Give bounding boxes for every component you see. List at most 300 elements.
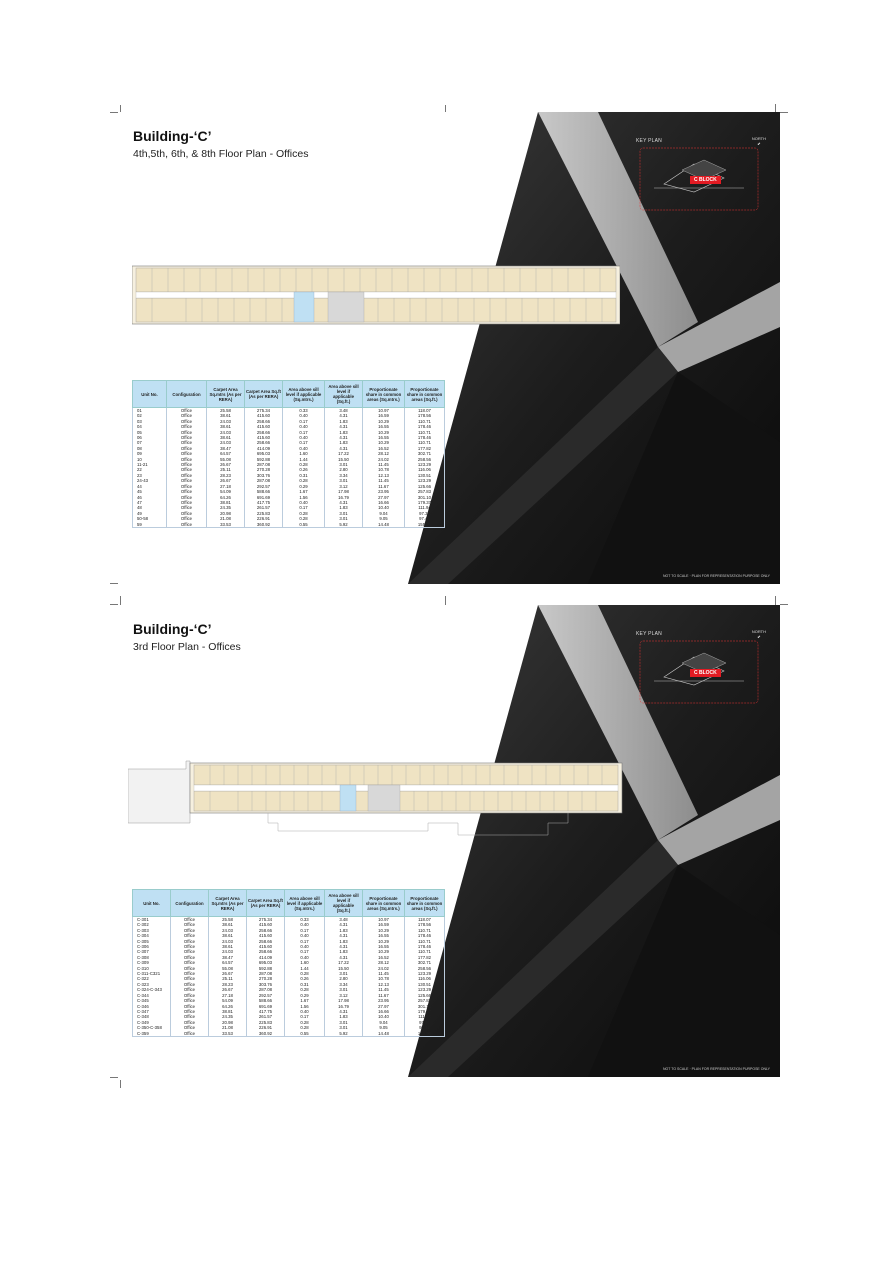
table-cell: 125.66 xyxy=(405,993,445,998)
table-cell: 10.29 xyxy=(363,939,405,944)
table-cell: 257.83 xyxy=(405,489,445,494)
table-cell: 0.31 xyxy=(283,473,325,478)
table-cell: 0.17 xyxy=(285,949,325,954)
table-cell: 415.60 xyxy=(245,413,283,418)
table-cell: 0.28 xyxy=(283,516,325,521)
table-cell: 0.28 xyxy=(285,1020,325,1025)
table-cell: Office xyxy=(171,1009,209,1014)
column-header: Configuration xyxy=(167,381,207,408)
table-cell: 0.17 xyxy=(283,440,325,445)
table-cell: 97.36 xyxy=(405,511,445,516)
unit-number-cell: 05 xyxy=(133,430,167,435)
key-plan xyxy=(624,623,772,711)
table-cell: 11.67 xyxy=(363,484,405,489)
table-cell: Office xyxy=(167,457,207,462)
area-table xyxy=(132,380,445,528)
table-cell: 27.18 xyxy=(207,484,245,489)
table-cell: Office xyxy=(167,495,207,500)
table-cell: 0.17 xyxy=(285,1014,325,1019)
table-cell: 179.37 xyxy=(405,1009,445,1014)
table-cell: 3.01 xyxy=(325,462,363,467)
table-cell: 16.55 xyxy=(363,944,405,949)
table-cell: 177.82 xyxy=(405,955,445,960)
table-cell: 26.67 xyxy=(209,971,247,976)
table-cell: 9.04 xyxy=(363,511,405,516)
column-header: Area above sill level if applicable (Sq.mtrs.) xyxy=(285,890,325,917)
table-cell: 10.78 xyxy=(363,467,405,472)
table-cell: 414.09 xyxy=(247,955,285,960)
table-cell: 0.28 xyxy=(283,462,325,467)
table-cell: 24.03 xyxy=(207,430,245,435)
table-cell: 10.78 xyxy=(363,976,405,981)
table-cell: 4.31 xyxy=(325,435,363,440)
table-cell: 130.51 xyxy=(405,982,445,987)
table-cell: 0.40 xyxy=(283,446,325,451)
table-cell: Office xyxy=(171,971,209,976)
table-cell: 9.05 xyxy=(363,1025,405,1030)
unit-number-cell: C-349 xyxy=(133,1020,171,1025)
column-header: Carpet Area Sq.mtrs (As per RERA) xyxy=(207,381,245,408)
table-cell: Office xyxy=(171,939,209,944)
table-cell: 178.56 xyxy=(405,413,445,418)
table-cell: 1.67 xyxy=(285,998,325,1003)
table-cell: 16.55 xyxy=(363,424,405,429)
table-cell: 10.29 xyxy=(363,419,405,424)
table-cell: Office xyxy=(167,419,207,424)
table-cell: Office xyxy=(171,949,209,954)
unit-number-cell: C-350-C-358 xyxy=(133,1025,171,1030)
table-cell: 24.35 xyxy=(209,1014,247,1019)
unit-number-cell: C-310 xyxy=(133,966,171,971)
table-cell: 25.11 xyxy=(209,976,247,981)
unit-number-cell: 03 xyxy=(133,419,167,424)
table-cell: 25.58 xyxy=(209,917,247,923)
table-cell: 10.29 xyxy=(363,430,405,435)
table-cell: 0.17 xyxy=(283,430,325,435)
table-body xyxy=(133,408,445,528)
table-cell: 38.47 xyxy=(209,955,247,960)
unit-number-cell: C-324-C-343 xyxy=(133,987,171,992)
table-cell: 3.01 xyxy=(325,516,363,521)
unit-number-cell: 10 xyxy=(133,457,167,462)
table-cell: 38.61 xyxy=(209,944,247,949)
table-cell: 12.13 xyxy=(363,982,405,987)
north-label: NORTH xyxy=(751,136,766,141)
column-header: Carpet Area Sq.mtrs (As per RERA) xyxy=(209,890,247,917)
table-cell: 5.92 xyxy=(325,1031,363,1037)
table-cell: 301.10 xyxy=(405,495,445,500)
table-cell: 415.60 xyxy=(247,944,285,949)
table-cell: 0.40 xyxy=(285,1009,325,1014)
unit-number-cell: C-348 xyxy=(133,1014,171,1019)
table-cell: 116.06 xyxy=(405,467,445,472)
table-cell: Office xyxy=(167,484,207,489)
table-cell: 110.71 xyxy=(405,939,445,944)
unit-number-cell: 45 xyxy=(133,489,167,494)
unit-number-cell: C-344 xyxy=(133,993,171,998)
table-cell: Office xyxy=(171,1031,209,1037)
crop-mark xyxy=(110,604,118,605)
table-cell: Office xyxy=(167,467,207,472)
table-cell: 110.71 xyxy=(405,928,445,933)
column-header: Unit No. xyxy=(133,381,167,408)
unit-number-cell: 44 xyxy=(133,484,167,489)
table-cell: 0.17 xyxy=(283,505,325,510)
unit-number-cell: 47 xyxy=(133,500,167,505)
table-cell: 2.80 xyxy=(325,976,363,981)
table-cell: 0.40 xyxy=(285,933,325,938)
table-cell: 0.40 xyxy=(285,922,325,927)
table-cell: 1.83 xyxy=(325,1014,363,1019)
table-cell: 25.11 xyxy=(207,467,245,472)
table-cell: Office xyxy=(167,511,207,516)
table-cell: 26.67 xyxy=(207,462,245,467)
table-cell: Office xyxy=(167,489,207,494)
unit-number-cell: C-323 xyxy=(133,982,171,987)
table-cell: 9.04 xyxy=(363,1020,405,1025)
unit-number-cell: C-347 xyxy=(133,1009,171,1014)
unit-number-cell: 08 xyxy=(133,446,167,451)
table-cell: 258.66 xyxy=(247,939,285,944)
table-cell: 261.57 xyxy=(245,505,283,510)
table-cell: 16.55 xyxy=(363,933,405,938)
column-header: Area above sill level if applicable (Sq.ft.) xyxy=(325,890,363,917)
table-cell: 0.28 xyxy=(283,478,325,483)
table-cell: 4.31 xyxy=(325,413,363,418)
table-cell: 588.66 xyxy=(245,489,283,494)
table-cell: Office xyxy=(171,955,209,960)
table-cell: Office xyxy=(171,982,209,987)
table-cell: 4.31 xyxy=(325,446,363,451)
table-cell: Office xyxy=(167,424,207,429)
table-cell: 4.31 xyxy=(325,955,363,960)
north-label: NORTH xyxy=(751,629,766,634)
table-cell: 226.91 xyxy=(245,516,283,521)
table-cell: 38.47 xyxy=(207,446,245,451)
floor-plan xyxy=(132,264,620,326)
table-cell: 1.44 xyxy=(283,457,325,462)
table-cell: 417.75 xyxy=(247,1009,285,1014)
unit-number-cell: 50-58 xyxy=(133,516,167,521)
crop-mark xyxy=(120,1080,121,1088)
key-plan-label: KEY PLAN xyxy=(636,631,662,637)
table-cell: 123.29 xyxy=(405,971,445,976)
brochure-sheet xyxy=(118,112,780,584)
table-cell: Office xyxy=(167,413,207,418)
table-cell: 28.23 xyxy=(207,473,245,478)
table-cell: 110.71 xyxy=(405,949,445,954)
unit-number-cell: C-303 xyxy=(133,928,171,933)
table-cell: 26.67 xyxy=(209,987,247,992)
table-cell: 292.57 xyxy=(247,993,285,998)
table-row xyxy=(133,1031,445,1037)
unit-number-cell: C-346 xyxy=(133,1004,171,1009)
table-cell: 178.46 xyxy=(405,933,445,938)
table-cell: 177.82 xyxy=(405,446,445,451)
column-header: Proportionate share in common areas (Sq.ft.) xyxy=(405,890,445,917)
table-cell: 64.57 xyxy=(207,451,245,456)
table-cell: 11.67 xyxy=(363,993,405,998)
table-cell: 21.08 xyxy=(207,516,245,521)
table-cell: 1.83 xyxy=(325,505,363,510)
unit-number-cell: C-309 xyxy=(133,960,171,965)
table-cell: 261.57 xyxy=(247,1014,285,1019)
table-cell: 1.83 xyxy=(325,419,363,424)
table-cell: 38.61 xyxy=(209,922,247,927)
table-cell: 3.01 xyxy=(325,478,363,483)
unit-number-cell: 49 xyxy=(133,511,167,516)
table-cell: 0.28 xyxy=(283,511,325,516)
table-cell: Office xyxy=(171,966,209,971)
table-cell: 16.66 xyxy=(363,500,405,505)
table-cell: 178.46 xyxy=(405,944,445,949)
table-cell: 33.53 xyxy=(207,522,245,528)
table-cell: 415.60 xyxy=(247,933,285,938)
unit-number-cell: 23 xyxy=(133,473,167,478)
table-cell: 28.12 xyxy=(363,451,405,456)
table-cell: 0.40 xyxy=(285,944,325,949)
table-cell: 118.07 xyxy=(405,408,445,414)
column-header: Proportionate share in common areas (Sq.ft.) xyxy=(405,381,445,408)
unit-number-cell: 11-21 xyxy=(133,462,167,467)
table-cell: 270.28 xyxy=(247,976,285,981)
table-cell: 0.28 xyxy=(285,971,325,976)
table-cell: 16.79 xyxy=(325,495,363,500)
table-cell: 11.45 xyxy=(363,478,405,483)
table-cell: 110.71 xyxy=(405,419,445,424)
table-cell: 11.45 xyxy=(363,987,405,992)
table-cell: 1.83 xyxy=(325,440,363,445)
table-cell: 9.05 xyxy=(363,516,405,521)
unit-number-cell: C-304 xyxy=(133,933,171,938)
table-cell: 3.01 xyxy=(325,1020,363,1025)
table-cell: 97.41 xyxy=(405,516,445,521)
table-cell: 1.60 xyxy=(283,451,325,456)
unit-number-cell: 02 xyxy=(133,413,167,418)
table-cell: 3.01 xyxy=(325,987,363,992)
page-title: Building-‘C’ xyxy=(133,128,212,144)
unit-number-cell: 59 xyxy=(133,522,167,528)
table-cell: 225.83 xyxy=(247,1020,285,1025)
column-header: Carpet Area Sq.ft (As per RERA) xyxy=(247,890,285,917)
table-cell: 24.03 xyxy=(207,440,245,445)
table-cell: 3.48 xyxy=(325,917,363,923)
table-cell: 11.45 xyxy=(363,971,405,976)
table-cell: 38.81 xyxy=(209,1009,247,1014)
unit-number-cell: C-307 xyxy=(133,949,171,954)
unit-number-cell: 24-43 xyxy=(133,478,167,483)
table-header-row xyxy=(133,890,445,917)
table-cell: 26.67 xyxy=(207,478,245,483)
column-header: Proportionate share in common areas (Sq.mtrs.) xyxy=(363,381,405,408)
table-cell: 695.03 xyxy=(245,451,283,456)
table-cell: 64.26 xyxy=(209,1004,247,1009)
unit-number-cell: 04 xyxy=(133,424,167,429)
table-cell: 0.40 xyxy=(283,435,325,440)
table-cell: 287.08 xyxy=(247,971,285,976)
table-cell: 1.83 xyxy=(325,939,363,944)
table-cell: Office xyxy=(171,976,209,981)
column-header: Proportionate share in common areas (Sq.mtrs.) xyxy=(363,890,405,917)
table-cell: 130.51 xyxy=(405,473,445,478)
table-cell: 1.44 xyxy=(285,966,325,971)
table-cell: 1.67 xyxy=(283,489,325,494)
table-cell: 3.48 xyxy=(325,408,363,414)
table-cell: 14.48 xyxy=(363,1031,405,1037)
crop-mark xyxy=(110,1077,118,1078)
table-cell: Office xyxy=(171,987,209,992)
unit-number-cell: 48 xyxy=(133,505,167,510)
table-cell: 38.81 xyxy=(207,500,245,505)
table-cell: 1.56 xyxy=(283,495,325,500)
floor-plan xyxy=(128,757,624,837)
column-header: Area above sill level if applicable (Sq.mtrs.) xyxy=(283,381,325,408)
table-cell: Office xyxy=(171,1020,209,1025)
table-cell: Office xyxy=(167,500,207,505)
table-cell: 55.08 xyxy=(207,457,245,462)
table-cell: 14.48 xyxy=(363,522,405,528)
table-cell: Office xyxy=(167,451,207,456)
table-cell: 24.02 xyxy=(363,457,405,462)
footnote: NOT TO SCALE · PLAN FOR REPRESENTATION PURPOSE ONLY xyxy=(663,1067,770,1071)
table-cell: 0.55 xyxy=(285,1031,325,1037)
table-cell: 118.07 xyxy=(405,917,445,923)
table-cell: Office xyxy=(171,993,209,998)
table-cell: Office xyxy=(171,933,209,938)
table-cell: Office xyxy=(167,408,207,414)
table-cell: 5.92 xyxy=(325,522,363,528)
table-cell: 110.71 xyxy=(405,440,445,445)
table-cell: 4.31 xyxy=(325,933,363,938)
table-cell: Office xyxy=(171,960,209,965)
table-cell: 4.31 xyxy=(325,500,363,505)
table-cell: 10.40 xyxy=(363,1014,405,1019)
table-cell: 17.22 xyxy=(325,960,363,965)
table-cell: 178.46 xyxy=(405,424,445,429)
table-cell: 360.92 xyxy=(247,1031,285,1037)
table-cell: 123.29 xyxy=(405,478,445,483)
unit-number-cell: C-359 xyxy=(133,1031,171,1037)
table-cell: 303.76 xyxy=(247,982,285,987)
table-cell: 55.08 xyxy=(209,966,247,971)
crop-mark xyxy=(110,583,118,584)
table-cell: 38.61 xyxy=(209,933,247,938)
table-cell: 592.88 xyxy=(247,966,285,971)
table-cell: Office xyxy=(171,1014,209,1019)
table-cell: 178.56 xyxy=(405,922,445,927)
table-cell: 28.23 xyxy=(209,982,247,987)
table-cell: 110.71 xyxy=(405,430,445,435)
table-cell: 691.69 xyxy=(245,495,283,500)
table-cell: 179.37 xyxy=(405,500,445,505)
table-cell: Office xyxy=(171,1004,209,1009)
table-cell: 27.18 xyxy=(209,993,247,998)
column-header: Configuration xyxy=(171,890,209,917)
table-cell: 275.34 xyxy=(245,408,283,414)
column-header: Unit No. xyxy=(133,890,171,917)
table-cell: 155.90 xyxy=(405,1031,445,1037)
table-cell: 302.71 xyxy=(405,451,445,456)
page-title: Building-‘C’ xyxy=(133,621,212,637)
table-cell: 0.26 xyxy=(285,976,325,981)
table-cell: 25.58 xyxy=(207,408,245,414)
table-cell: 11.45 xyxy=(363,462,405,467)
table-cell: 123.29 xyxy=(405,462,445,467)
unit-number-cell: C-322 xyxy=(133,976,171,981)
table-body xyxy=(133,917,445,1037)
table-cell: 97.36 xyxy=(405,1020,445,1025)
table-cell: 414.09 xyxy=(245,446,283,451)
unit-number-cell: 01 xyxy=(133,408,167,414)
table-cell: 258.66 xyxy=(247,928,285,933)
table-cell: 1.56 xyxy=(285,1004,325,1009)
table-cell: 15.50 xyxy=(325,457,363,462)
table-cell: 1.83 xyxy=(325,430,363,435)
table-cell: 1.60 xyxy=(285,960,325,965)
table-cell: 226.91 xyxy=(247,1025,285,1030)
table-cell: 258.66 xyxy=(247,949,285,954)
table-cell: 24.35 xyxy=(207,505,245,510)
table-cell: 415.60 xyxy=(245,435,283,440)
crop-mark xyxy=(110,112,118,113)
crop-mark xyxy=(775,104,776,112)
table-cell: 4.31 xyxy=(325,424,363,429)
table-cell: 21.08 xyxy=(209,1025,247,1030)
table-cell: 0.17 xyxy=(285,939,325,944)
column-header: Area above sill level if applicable (Sq.ft.) xyxy=(325,381,363,408)
table-cell: 257.83 xyxy=(405,998,445,1003)
table-cell: 3.01 xyxy=(325,1025,363,1030)
table-cell: 225.83 xyxy=(245,511,283,516)
c-block-label: C BLOCK xyxy=(690,176,721,184)
table-cell: 275.34 xyxy=(247,917,285,923)
brochure-sheet xyxy=(118,605,780,1077)
unit-number-cell: 09 xyxy=(133,451,167,456)
north-arrow-icon: NORTH ⬋ xyxy=(751,629,766,639)
table-cell: 10.97 xyxy=(363,917,405,923)
page-subtitle: 4th,5th, 6th, & 8th Floor Plan - Offices xyxy=(133,148,309,160)
table-cell: 3.01 xyxy=(325,511,363,516)
table-cell: 0.40 xyxy=(283,413,325,418)
table-cell: 24.03 xyxy=(209,939,247,944)
table-cell: 20.98 xyxy=(209,1020,247,1025)
table-cell: Office xyxy=(167,430,207,435)
table-cell: 17.22 xyxy=(325,451,363,456)
table-cell: 0.26 xyxy=(283,467,325,472)
c-block-label: C BLOCK xyxy=(690,669,721,677)
unit-number-cell: C-302 xyxy=(133,922,171,927)
table-cell: 287.08 xyxy=(245,462,283,467)
key-plan xyxy=(624,130,772,218)
table-cell: 10.29 xyxy=(363,949,405,954)
table-cell: 287.08 xyxy=(247,987,285,992)
table-header-row xyxy=(133,381,445,408)
table-cell: 258.56 xyxy=(405,966,445,971)
table-cell: 116.06 xyxy=(405,976,445,981)
table-cell: 16.55 xyxy=(363,435,405,440)
table-cell: Office xyxy=(171,998,209,1003)
table-cell: Office xyxy=(167,435,207,440)
table-cell: 695.03 xyxy=(247,960,285,965)
table-cell: 258.56 xyxy=(405,457,445,462)
table-cell: 1.83 xyxy=(325,949,363,954)
table-cell: 0.28 xyxy=(285,987,325,992)
table-cell: 691.69 xyxy=(247,1004,285,1009)
table-cell: 97.41 xyxy=(405,1025,445,1030)
table-cell: 111.94 xyxy=(405,505,445,510)
table-cell: 417.75 xyxy=(245,500,283,505)
table-cell: 0.33 xyxy=(285,917,325,923)
